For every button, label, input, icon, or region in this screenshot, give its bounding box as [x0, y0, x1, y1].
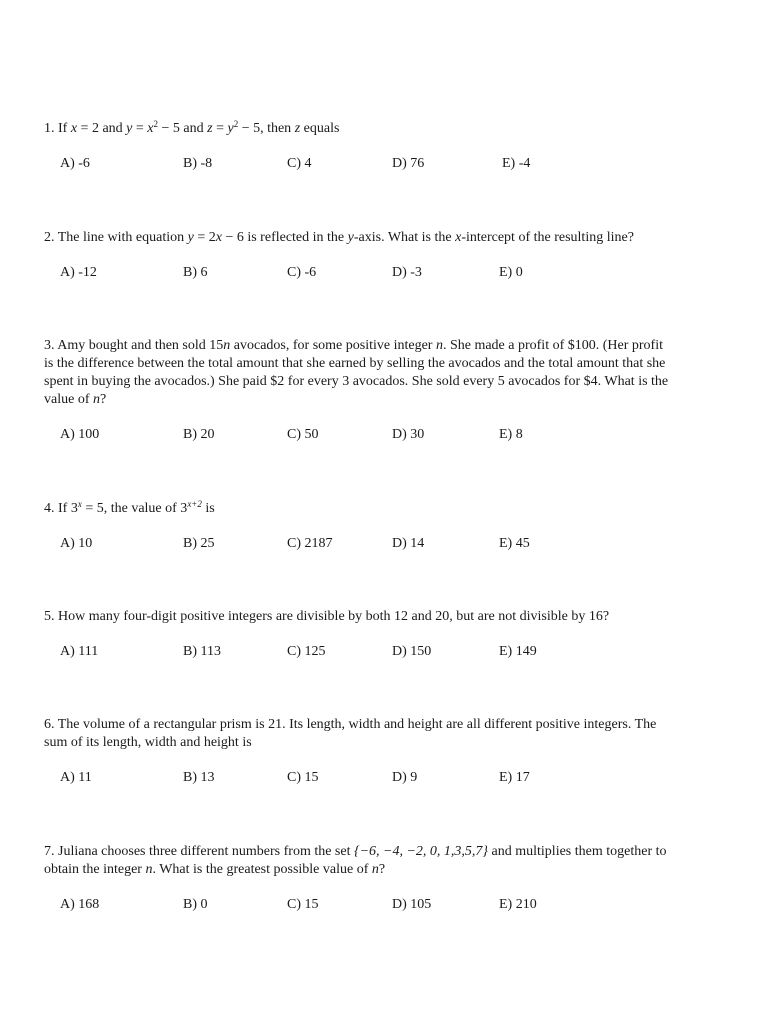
option-a[interactable]: A) 100	[60, 427, 100, 442]
question-2-stem: 2. The line with equation y = 2x − 6 is reflected in the y-axis. What is the x-intercept of the resulting line?	[44, 230, 634, 245]
option-b[interactable]: B) 113	[183, 644, 221, 659]
question-6	[44, 716, 724, 788]
option-b[interactable]: B) 6	[183, 265, 208, 280]
option-c[interactable]: C) 50	[287, 427, 319, 442]
option-b[interactable]: B) 13	[183, 770, 215, 785]
question-3-options	[44, 427, 724, 445]
option-d[interactable]: D) 76	[392, 156, 425, 171]
option-b[interactable]: B) 0	[183, 897, 208, 912]
option-e[interactable]: E) -4	[502, 156, 531, 171]
question-4-stem: 4. If $3^x = 5$, the value of $3^{x+2}$ is	[44, 499, 215, 516]
question-2	[44, 229, 724, 283]
question-1-stem: 1. If x = 2 and $y = x^2 - 5$ and $z = y^2 - 5$, then z equals	[44, 119, 340, 136]
option-a[interactable]: A) -6	[60, 156, 90, 171]
option-a[interactable]: A) -12	[60, 265, 97, 280]
option-c[interactable]: C) 15	[287, 897, 319, 912]
option-e[interactable]: E) 8	[499, 427, 523, 442]
question-2-options	[44, 265, 724, 283]
option-a[interactable]: A) 11	[60, 770, 92, 785]
option-c[interactable]: C) 2187	[287, 536, 333, 551]
option-e[interactable]: E) 0	[499, 265, 523, 280]
question-6-options	[44, 770, 724, 788]
option-d[interactable]: D) -3	[392, 265, 422, 280]
question-7-options	[44, 897, 724, 915]
option-e[interactable]: E) 149	[499, 644, 537, 659]
question-6-stem: 6. The volume of a rectangular prism is 21. Its length, width and height are all different positive integers. The sum of its length, width and height is	[44, 717, 657, 750]
question-3	[44, 337, 724, 445]
option-c[interactable]: C) 125	[287, 644, 326, 659]
question-3-stem: 3. Amy bought and then sold 15n avocados, for some positive integer n. She made a profit of $100. (Her profit is the difference between the total amount that she earned by selling the avocados and the total amount that she spent in buying the avocados.) She paid $2 for every 3 avocados. She sold every 5 avocados for $4. What is the value of n?	[44, 338, 669, 407]
question-1-options	[44, 156, 724, 174]
question-5-options	[44, 644, 724, 662]
option-a[interactable]: A) 10	[60, 536, 93, 551]
option-c[interactable]: C) -6	[287, 265, 317, 280]
option-c[interactable]: C) 15	[287, 770, 319, 785]
option-e[interactable]: E) 45	[499, 536, 530, 551]
option-a[interactable]: A) 168	[60, 897, 100, 912]
option-e[interactable]: E) 17	[499, 770, 530, 785]
option-a[interactable]: A) 111	[60, 644, 99, 659]
option-d[interactable]: D) 150	[392, 644, 432, 659]
option-d[interactable]: D) 30	[392, 427, 425, 442]
option-b[interactable]: B) 20	[183, 427, 215, 442]
option-b[interactable]: B) -8	[183, 156, 213, 171]
option-e[interactable]: E) 210	[499, 897, 537, 912]
question-5	[44, 608, 724, 662]
question-5-stem: 5. How many four-digit positive integers are divisible by both 12 and 20, but are not divisible by 16?	[44, 609, 610, 624]
question-7-stem: 7. Juliana chooses three different numbers from the set {−6, −4, −2, 0, 1,3,5,7} and multiplies them together to obtain the integer n. What is the greatest possible value of n?	[44, 844, 667, 877]
option-b[interactable]: B) 25	[183, 536, 215, 551]
option-d[interactable]: D) 9	[392, 770, 418, 785]
question-4	[44, 500, 724, 554]
option-d[interactable]: D) 14	[392, 536, 425, 551]
option-d[interactable]: D) 105	[392, 897, 432, 912]
option-c[interactable]: C) 4	[287, 156, 312, 171]
question-1	[44, 120, 724, 174]
question-7	[44, 843, 724, 915]
question-4-options	[44, 536, 724, 554]
